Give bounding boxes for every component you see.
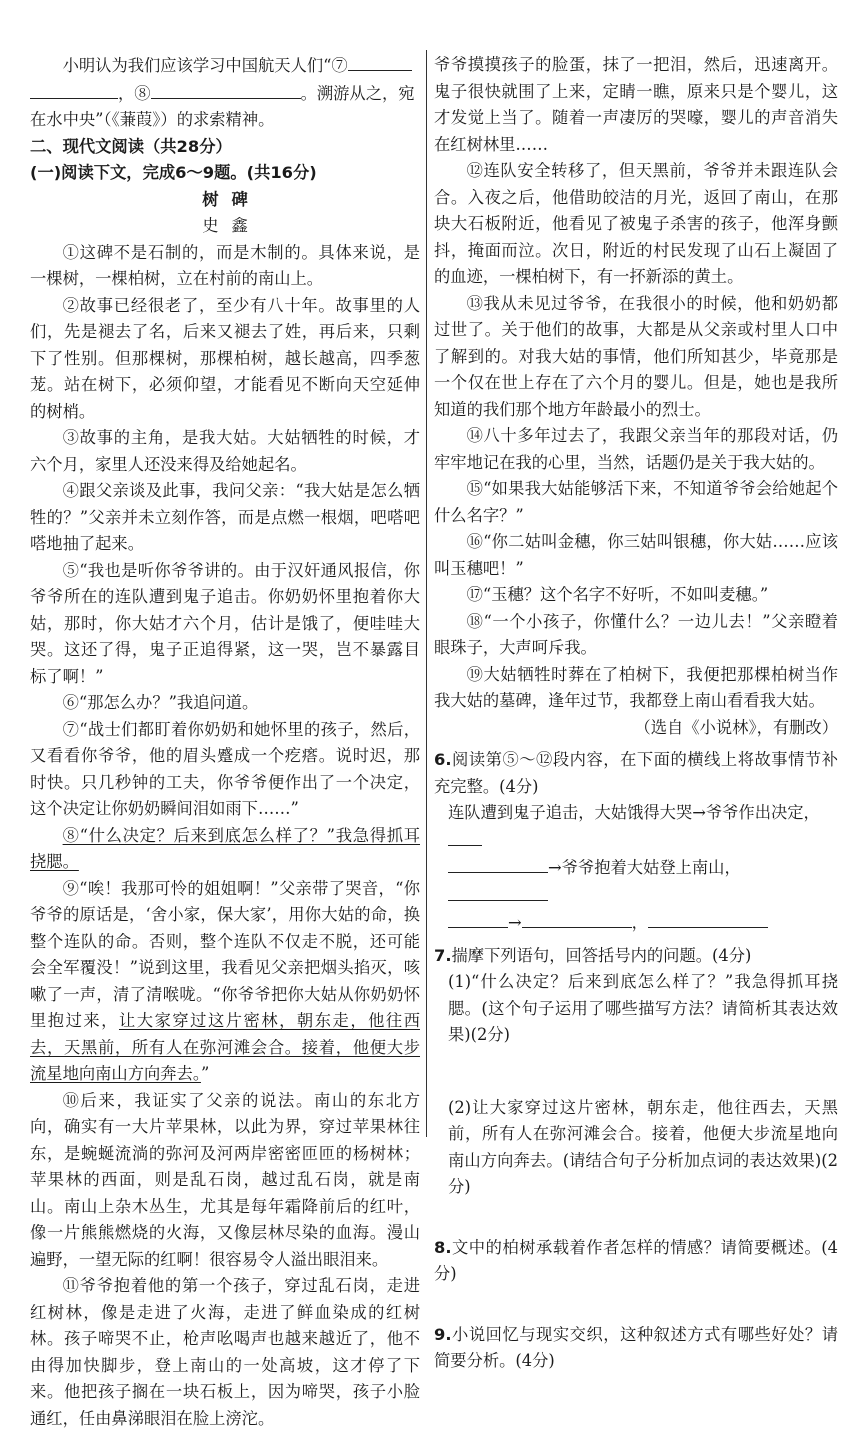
answer-blank-7b[interactable] [30, 80, 118, 99]
paragraph-9-text: ⑨“唉！我那可怜的姐姐啊！”父亲带了哭音，“你爷爷的原话是，‘舍小家，保大家’，用你大姑的命，换整个连队的命。否则，整个连队不仅走不脱，还可能会全军覆没！”说到这里，我看见父亲把烟头掐灭，咳嗽了一声，清了清喉咙。“你爷爷把你大姑从你奶奶怀里抱过来， [30, 878, 420, 1030]
question-6-number: 6. [434, 750, 452, 769]
question-7-text: 揣摩下列语句，回答括号内的问题。(4分) [451, 945, 752, 965]
question-6-text: 阅读第⑤～⑫段内容，在下面的横线上将故事情节补充完整。(4分) [434, 750, 838, 796]
question-9-number: 9. [434, 1324, 452, 1344]
source-note: （选自《小说林》，有删改） [634, 717, 838, 737]
right-column [434, 52, 838, 1370]
q6-blank-1b[interactable] [448, 854, 548, 873]
question-9 [434, 1322, 838, 1375]
paragraph-3: ③故事的主角，是我大姑。大姑牺牲的时候，才六个月，家里人还没来得及给她起名。 [30, 428, 420, 474]
paragraph-4: ④跟父亲谈及此事，我问父亲：“我大姑是怎么牺牲的？”父亲并未立刻作答，而是点燃一根烟，吧嗒吧嗒地抽了起来。 [30, 481, 420, 553]
paragraph-13: ⑬我从未见过爷爷，在我很小的时候，他和奶奶都过世了。关于他们的故事，大都是从父亲或村里人口中了解到的。对我大姑的事情，他们所知甚少，毕竟那是一个仅在世上存在了六个月的婴儿。但是，她也是我所知道的我们那个地方年龄最小的烈士。 [434, 293, 838, 419]
q6-blank-1[interactable] [448, 827, 482, 846]
question-8 [434, 1235, 838, 1288]
answer-space-7-2[interactable] [434, 1201, 838, 1229]
intro-text-3: 。溯游从之，宛在水中央”（《蒹葭》）的求索精神。 [30, 83, 415, 129]
q6-arrow: → [508, 913, 522, 932]
paragraph-16: ⑯“你二姑叫金穗，你三姑叫银穗，你大姑……应该叫玉穗吧！” [434, 532, 838, 578]
paragraph-6: ⑥“那怎么办？”我追问道。 [62, 693, 259, 712]
q6-line-2 [434, 854, 838, 909]
article-author: 史鑫 [202, 216, 261, 235]
paragraph-15: ⑮“如果我大姑能够活下来，不知道爷爷会给她起个什么名字？” [434, 479, 838, 525]
part-heading: (一)阅读下文，完成6～9题。(共16分) [30, 163, 317, 182]
question-7-number: 7. [434, 945, 452, 965]
question-9-text: 小说回忆与现实交织，这种叙述方式有哪些好处？请简要分析。(4分) [434, 1324, 838, 1370]
paragraph-8 [30, 823, 420, 876]
paragraph-18: ⑱“一个小孩子，你懂什么？一边儿去！”父亲瞪着眼珠子，大声呵斥我。 [434, 611, 838, 657]
paragraph-9-end: ” [200, 1064, 210, 1083]
q6-line-1-text: 连队遭到鬼子追击，大姑饿得大哭→爷爷作出决定， [448, 803, 820, 822]
intro-text-1: 小明认为我们应该学习中国航天人们“⑦ [62, 56, 348, 75]
answer-space-7-1[interactable] [434, 1049, 838, 1095]
paragraph-7: ⑦“战士们都盯着你奶奶和她怀里的孩子，然后，又看看你爷爷，他的眉头蹙成一个疙瘩。说时迟，那时快。只几秒钟的工夫，你爷爷便作出了一个决定，这个决定让你奶奶瞬间泪如雨下……” [30, 719, 420, 818]
paragraph-9 [30, 876, 420, 1088]
poem-intro-line2 [30, 80, 420, 134]
intro-text-2: ，⑧ [118, 83, 151, 103]
question-7-1: (1)“什么决定？后来到底怎么样了？”我急得抓耳挠腮。(这个句子运用了哪些描写方法？请简析其表达效果)(2分) [448, 972, 838, 1044]
q6-blank-2b[interactable] [448, 909, 508, 928]
paragraph-10: ⑩后来，我证实了父亲的说法。南山的东北方向，确实有一大片苹果林，以此为界，穿过苹果林往东，是蜿蜒流淌的弥河及河两岸密密匝匝的杨树林；苹果林的西面，则是乱石岗，越过乱石岗，就是南山。南山上杂木丛生，尤其是每年霜降前后的红叶，像一片熊熊燃烧的火海，又像层林尽染的血海。漫山遍野，一望无际的红啊！很容易令人溢出眼泪来。 [30, 1090, 420, 1269]
paragraph-19: ⑲大姑牺牲时葬在了柏树下，我便把那棵柏树当作我大姑的墓碑，逢年过节，我都登上南山看看我大姑。 [434, 664, 838, 710]
question-6 [434, 747, 838, 800]
q6-line-2-text: →爷爷抱着大姑登上南山， [548, 858, 741, 877]
underlined-sentence-9: 让大家穿过这片密林，朝东走，他往西去，天黑前，所有人在弥河滩会合。接着，他便大步流星地向南山方向奔去。 [30, 1011, 420, 1083]
answer-space-8[interactable] [434, 1288, 838, 1316]
answer-blank-7[interactable] [348, 52, 412, 71]
q6-blank-3[interactable] [522, 909, 632, 928]
underlined-sentence-8: ⑧“什么决定？后来到底怎么样了？”我急得抓耳挠腮。 [30, 825, 420, 871]
column-divider [426, 50, 427, 1137]
paragraph-1: ①这碑不是石制的，而是木制的。具体来说，是一棵树，一棵柏树，立在村前的南山上。 [30, 242, 420, 288]
article-title: 树碑 [202, 189, 261, 209]
paragraph-12: ⑫连队安全转移了，但天黑前，爷爷并未跟连队会合。入夜之后，他借助皎洁的月光，返回了南山，在那块大石板附近，他看见了被鬼子杀害的孩子，他浑身颤抖，掩面而泣。次日，附近的村民发现了山石上凝固了的血迹，一棵柏树下，有一抔新添的黄土。 [434, 161, 838, 286]
poem-intro [30, 52, 420, 80]
question-7 [434, 943, 838, 970]
paragraph-2: ②故事已经很老了，至少有八十年。故事里的人们，先是褪去了名，后来又褪去了姓，再后来，只剩下了性别。但那棵树，那棵柏树，越长越高，四季葱茏。站在树下，必须仰望，才能看见不断向天空延伸的树梢。 [30, 295, 420, 421]
paragraph-17: ⑰“玉穗？这个名字不好听，不如叫麦穗。” [466, 585, 769, 604]
paragraph-5: ⑤“我也是听你爷爷讲的。由于汉奸通风报信，你爷爷所在的连队遭到鬼子追击。你奶奶怀里抱着你大姑，那时，你大姑才六个月，估计是饿了，便哇哇大哭。这还了得，鬼子正追得紧，这一哭，岂不暴露目标了啊！” [30, 560, 420, 686]
paragraph-11-continued: 爷爷摸摸孩子的脸蛋，抹了一把泪，然后，迅速离开。鬼子很快就围了上来，定睛一瞧，原来只是个婴儿，这才发觉上当了。随着一声凄厉的哭嚎，婴儿的声音消失在红树林里…… [434, 55, 838, 154]
q6-comma: ， [631, 913, 648, 932]
question-7-2: (2)让大家穿过这片密林，朝东走，他往西去，天黑前，所有人在弥河滩会合。接着，他便大步流星地向南山方向奔去。(请结合句子分析加点词的表达效果)(2分) [448, 1097, 838, 1196]
paragraph-11: ⑪爷爷抱着他的第一个孩子，穿过乱石岗，走进红树林，像是走进了火海，走进了鲜血染成的红树林。孩子啼哭不止，枪声吆喝声也越来越近了，他不由得加快脚步，登上南山的一处高坡，这才停了下来。他把孩子搁在一块石板上，因为啼哭，孩子小脸通红，任由鼻涕眼泪在脸上滂沱。 [30, 1276, 420, 1428]
answer-blank-8[interactable] [151, 80, 301, 99]
q6-line-3 [434, 909, 838, 937]
left-column [30, 52, 420, 1428]
q6-blank-2[interactable] [448, 882, 548, 901]
paragraph-14: ⑭八十多年过去了，我跟父亲当年的那段对话，仍牢牢地记在我的心里，当然，话题仍是关于我大姑的。 [434, 426, 838, 472]
q6-blank-4[interactable] [648, 909, 768, 928]
section-heading: 二、现代文阅读（共28分） [30, 136, 232, 156]
question-8-number: 8. [434, 1237, 452, 1257]
q6-line-1 [434, 800, 838, 854]
question-8-text: 文中的柏树承载着作者怎样的情感？请简要概述。(4分) [434, 1237, 838, 1283]
